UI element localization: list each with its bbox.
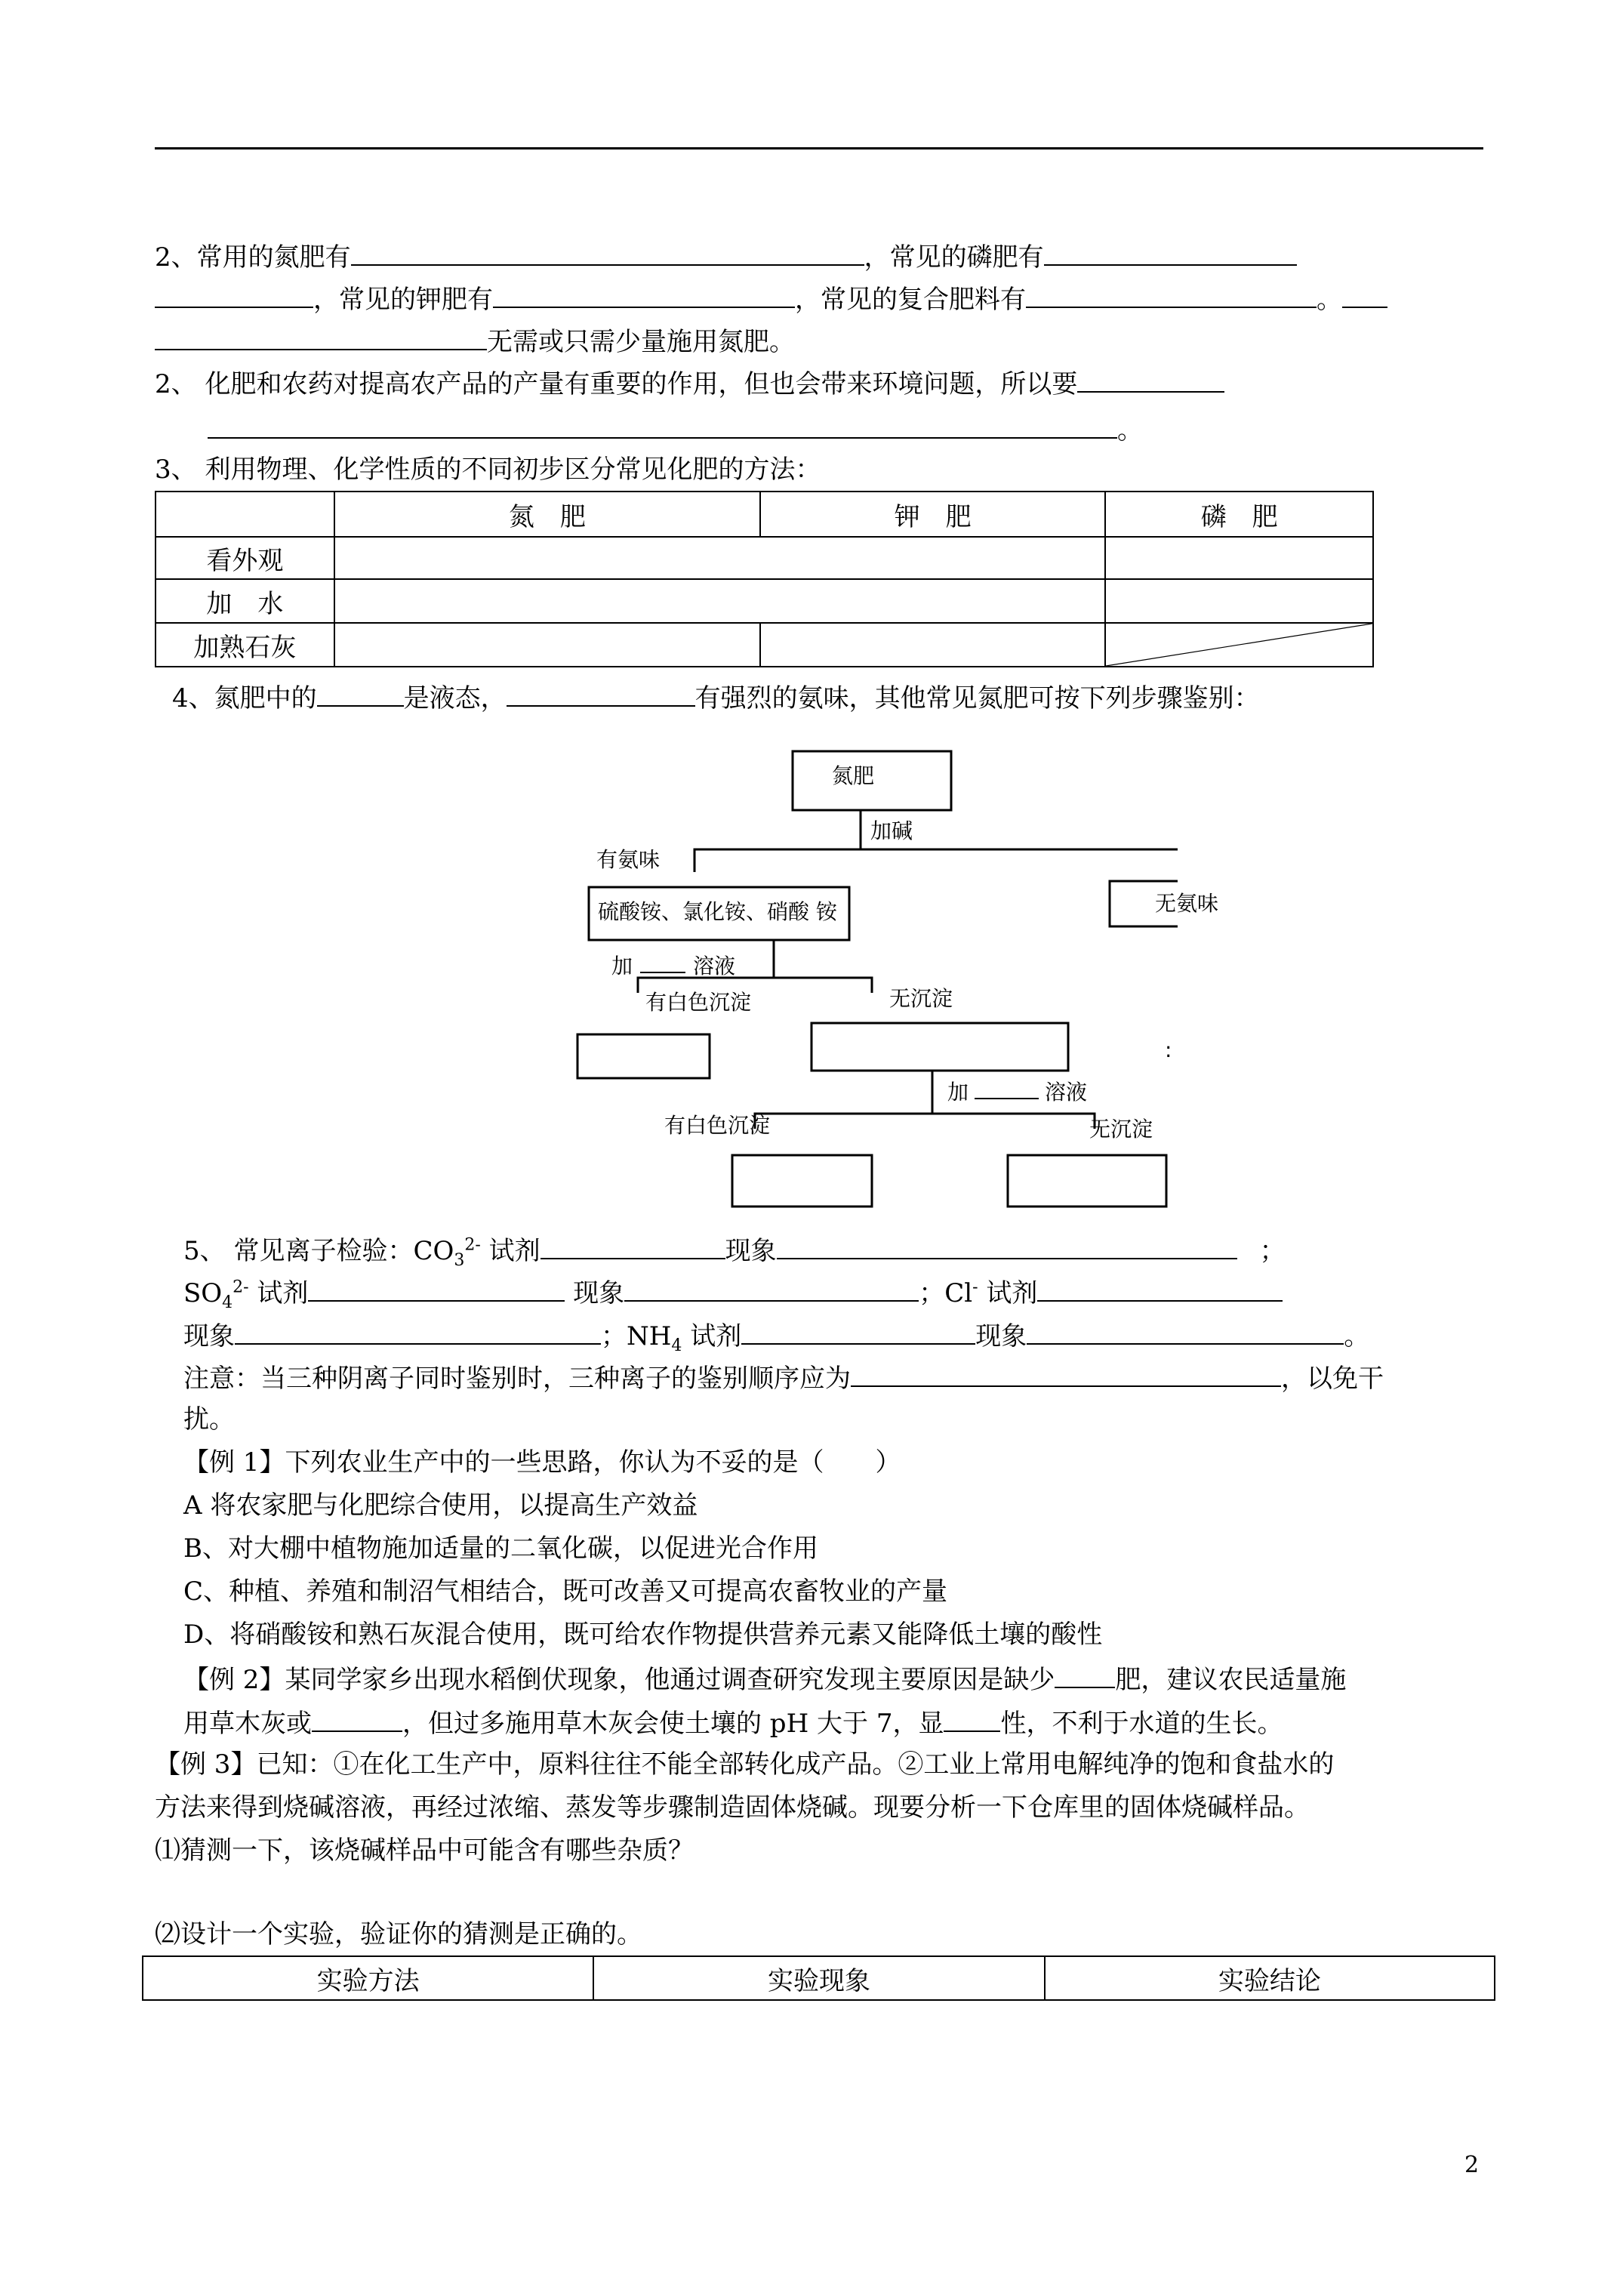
blank-reagent-1[interactable] xyxy=(640,954,685,973)
blank-tail xyxy=(1342,281,1387,308)
blank-environment-cont[interactable] xyxy=(208,411,1117,439)
text: ，常见的磷肥有 xyxy=(864,242,1044,273)
blank-compound-fertilizers[interactable] xyxy=(1026,281,1317,308)
example-1-option-c[interactable]: C、种植、养殖和制沼气相结合，既可改善又可提高农畜牧业的产量 xyxy=(183,1576,948,1607)
blank-ammonia-smell[interactable] xyxy=(507,680,695,707)
text: 是液态， xyxy=(403,683,507,713)
ion-test-line-1 xyxy=(183,1232,1286,1268)
cell-water-p[interactable] xyxy=(1105,579,1373,623)
flow-no-precipitate-1: 无沉淀 xyxy=(889,986,953,1011)
blank-reagent-2[interactable] xyxy=(975,1080,1039,1099)
flow-add-reagent-1 xyxy=(611,954,735,978)
text: 。 xyxy=(1344,1321,1370,1351)
blank-co3-phenomenon[interactable] xyxy=(777,1232,1237,1259)
fertilizer-line-1 xyxy=(155,239,1297,274)
table-corner xyxy=(156,492,334,537)
text: ，常见的钾肥有 xyxy=(313,285,493,315)
cell-appearance-p[interactable] xyxy=(1105,537,1373,579)
flow-no-smell: 无氨味 xyxy=(1155,891,1219,916)
nitrogen-flowchart xyxy=(574,744,1219,1227)
header-rule xyxy=(155,147,1483,149)
environment-line-2 xyxy=(208,411,1143,447)
subscript: 4 xyxy=(222,1293,233,1312)
text: 试剂 xyxy=(978,1278,1038,1308)
page-number: 2 xyxy=(1464,2152,1480,2178)
text: ，但过多施用草木灰会使土壤的 pH 大于 7，显 xyxy=(402,1709,944,1739)
example-3-question-2: ⑵设计一个实验，验证你的猜测是正确的。 xyxy=(155,1919,642,1949)
example-1-option-d[interactable]: D、将硝酸铵和熟石灰混合使用，既可给农作物提供营养元素又能降低土壤的酸性 xyxy=(183,1620,1103,1650)
flowchart-lines xyxy=(574,744,1178,1227)
example-2-line-1 xyxy=(183,1661,1346,1697)
header-phenomenon: 实验现象 xyxy=(593,1956,1044,2000)
blank-order[interactable] xyxy=(851,1360,1281,1387)
superscript: - xyxy=(972,1277,978,1297)
blank-nh4-phenomenon[interactable] xyxy=(1027,1318,1344,1345)
blank-so4-reagent[interactable] xyxy=(308,1274,565,1302)
text: 4、氮肥中的 xyxy=(172,683,317,713)
fertilizer-line-2 xyxy=(155,281,1387,316)
text: 现象 xyxy=(183,1321,235,1351)
flow-white-precipitate-2: 有白色沉淀 xyxy=(664,1113,771,1138)
text: 2、 化肥和农药对提高农产品的产量有重要的作用，但也会带来环境问题，所以要 xyxy=(155,369,1078,399)
cell-appearance-np[interactable] xyxy=(334,537,1106,579)
flow-solution-label: 溶液 xyxy=(1045,1080,1088,1105)
flow-nitrogen: 氮肥 xyxy=(832,763,875,788)
note-line-2: 扰。 xyxy=(183,1404,235,1435)
text: 现象 xyxy=(565,1278,625,1308)
blank-nh4-reagent[interactable] xyxy=(741,1318,975,1345)
blank-potash-fertilizers[interactable] xyxy=(493,281,795,308)
note-line xyxy=(183,1360,1384,1395)
text: ，以免干 xyxy=(1281,1364,1384,1394)
flow-white-precipitate-1: 有白色沉淀 xyxy=(645,990,752,1015)
flow-ammonia-smell: 有氨味 xyxy=(596,847,661,872)
nitrogen-identify-line xyxy=(172,680,1260,715)
flow-add-base: 加碱 xyxy=(870,818,913,843)
text: 性，不利于水道的生长。 xyxy=(1000,1709,1283,1739)
text: 无需或只需少量施用氮肥。 xyxy=(487,327,795,357)
flow-add-label: 加 xyxy=(611,954,633,978)
header-phosphate: 磷 肥 xyxy=(1105,492,1373,537)
example-1-option-a[interactable]: A 将农家肥与化肥综合使用，以提高生产效益 xyxy=(183,1490,698,1521)
blank-no-nitrogen[interactable] xyxy=(155,323,487,350)
blank-phosphate-fertilizers[interactable] xyxy=(1044,239,1297,266)
subscript: 4 xyxy=(671,1336,682,1355)
text: 用草木灰或 xyxy=(183,1709,312,1739)
example-2-line-2 xyxy=(183,1705,1283,1740)
blank-so4-phenomenon[interactable] xyxy=(624,1274,919,1302)
cell-lime-k[interactable] xyxy=(760,623,1105,667)
text: ，常见的复合肥料有 xyxy=(795,285,1026,315)
text: 试剂 xyxy=(682,1321,742,1351)
text: 。 xyxy=(1317,285,1342,315)
example-3-line-2: 方法来得到烧碱溶液，再经过浓缩、蒸发等步骤制造固体烧碱。现要分析一下仓库里的固体烧碱样品。 xyxy=(155,1792,1310,1823)
fertilizer-table xyxy=(155,491,1374,667)
text: ；NH xyxy=(601,1321,672,1351)
blank-cl-reagent[interactable] xyxy=(1037,1274,1283,1302)
text: 现象 xyxy=(975,1321,1027,1351)
text: 【例 2】某同学家乡出现水稻倒伏现象，他通过调查研究发现主要原因是缺少 xyxy=(183,1665,1055,1695)
blank-cl-phenomenon[interactable] xyxy=(235,1318,601,1345)
flow-add-reagent-2 xyxy=(947,1080,1087,1105)
text: 试剂 xyxy=(248,1278,309,1308)
example-3-question-1: ⑴猜测一下，该烧碱样品中可能含有哪些杂质？ xyxy=(155,1835,694,1866)
example-1-question: 【例 1】下列农业生产中的一些思路，你认为不妥的是（ ） xyxy=(183,1447,901,1478)
blank-lacking-fertilizer[interactable] xyxy=(1055,1661,1115,1688)
diagonal-line xyxy=(1106,624,1372,666)
text: SO xyxy=(183,1278,223,1308)
example-3-line-1: 【例 3】已知：①在化工生产中，原料往往不能全部转化成产品。②工业上常用电解纯净的饱和食盐水的 xyxy=(155,1749,1335,1780)
text: 。 xyxy=(1117,415,1143,445)
text: 有强烈的氨味，其他常见氮肥可按下列步骤鉴别： xyxy=(694,683,1260,713)
method-heading: 3、 利用物理、化学性质的不同初步区分常见化肥的方法： xyxy=(155,455,821,485)
cell-lime-n[interactable] xyxy=(334,623,760,667)
flow-solution-label: 溶液 xyxy=(693,954,736,978)
cell-water-np[interactable] xyxy=(334,579,1106,623)
blank-phosphate-cont[interactable] xyxy=(155,281,313,308)
text: 试剂 xyxy=(480,1236,540,1266)
blank-alternative[interactable] xyxy=(312,1705,402,1732)
header-potash: 钾 肥 xyxy=(760,492,1105,537)
text: ；Cl xyxy=(919,1278,973,1308)
blank-liquid[interactable] xyxy=(317,680,404,707)
ion-test-line-3 xyxy=(183,1318,1369,1353)
row-lime: 加熟石灰 xyxy=(156,623,334,667)
blank-property[interactable] xyxy=(944,1705,1000,1732)
experiment-table xyxy=(142,1955,1495,2001)
cell-lime-p-diagonal xyxy=(1105,623,1373,667)
text: 5、 常见离子检验：CO xyxy=(183,1236,454,1266)
flow-add-label: 加 xyxy=(947,1080,969,1105)
flow-dot: : xyxy=(1165,1037,1172,1062)
environment-line xyxy=(155,365,1224,401)
example-1-option-b[interactable]: B、对大棚中植物施加适量的二氧化碳，以促进光合作用 xyxy=(183,1533,818,1564)
text: ； xyxy=(1259,1236,1286,1266)
superscript: 2- xyxy=(233,1277,249,1297)
header-conclusion: 实验结论 xyxy=(1045,1956,1495,2000)
flow-no-precipitate-2: 无沉淀 xyxy=(1089,1117,1153,1142)
superscript: 2- xyxy=(464,1235,481,1255)
fertilizer-line-3 xyxy=(155,323,795,359)
row-water: 加 水 xyxy=(156,579,334,623)
text: 2、常用的氮肥有 xyxy=(155,242,351,273)
text: 注意：当三种阴离子同时鉴别时，三种离子的鉴别顺序应为 xyxy=(183,1364,851,1394)
text: 现象 xyxy=(725,1236,777,1266)
blank-co3-reagent[interactable] xyxy=(540,1232,725,1259)
subscript: 3 xyxy=(454,1250,465,1270)
blank-nitrogen-fertilizers[interactable] xyxy=(351,239,864,266)
blank-environment[interactable] xyxy=(1077,365,1224,393)
row-appearance: 看外观 xyxy=(156,537,334,579)
ion-test-line-2 xyxy=(183,1274,1283,1310)
header-nitrogen: 氮 肥 xyxy=(334,492,760,537)
text: 肥，建议农民适量施 xyxy=(1115,1665,1347,1695)
flow-ammonium-salts: 硫酸铵、氯化铵、硝酸 铵 xyxy=(598,899,837,924)
header-method: 实验方法 xyxy=(143,1956,593,2000)
